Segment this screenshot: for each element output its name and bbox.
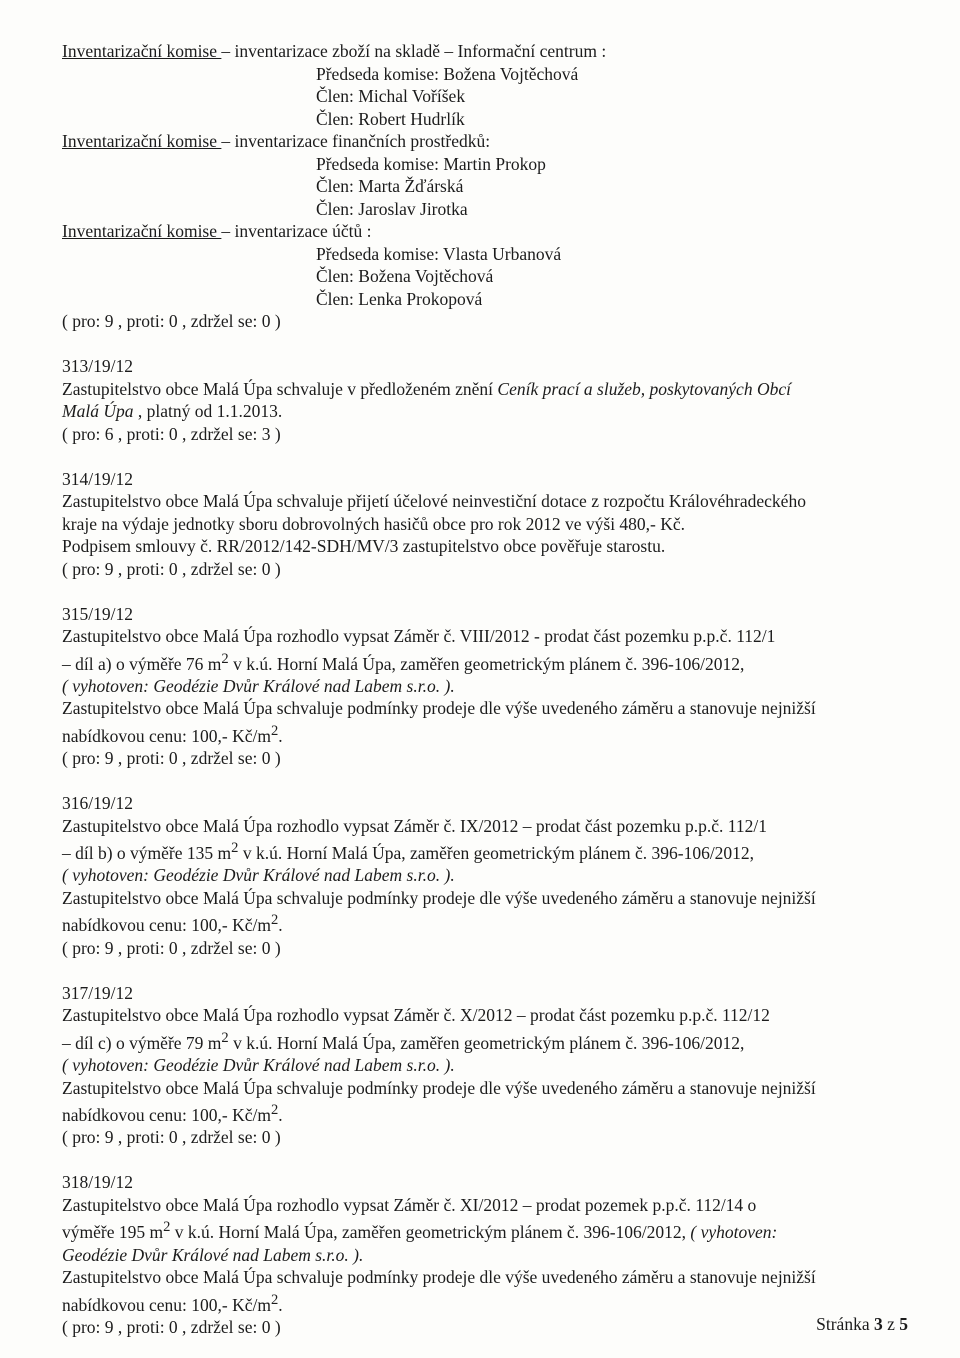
page-number-total: 5 — [899, 1314, 908, 1334]
resolution-text-italic: ( vyhotoven: Geodézie Dvůr Králové nad Labem s.r.o. ). — [62, 1055, 455, 1076]
vote-result: ( pro: 9 , proti: 0 , zdržel se: 0 ) — [62, 1317, 281, 1338]
resolution-text: Zastupitelstvo obce Malá Úpa rozhodlo vypsat Záměr č. XI/2012 – prodat pozemek p.p.č. 112/14 o — [62, 1194, 757, 1215]
committee-title-rest: – inventarizace účtů : — [221, 221, 372, 241]
committee-member: Předseda komise: Martin Prokop — [316, 153, 546, 174]
resolution-text: Zastupitelstvo obce Malá Úpa schvaluje přijetí účelové neinvestiční dotace z rozpočtu Královéhradeckého — [62, 491, 806, 511]
superscript: 2 — [221, 1029, 229, 1046]
resolution-text-italic: Ceník prací a služeb, poskytovaných Obcí — [497, 378, 791, 399]
resolution-text: Zastupitelstvo obce Malá Úpa schvaluje podmínky prodeje dle výše uvedeného záměru a stanovuje nejnižší — [62, 1077, 816, 1098]
resolution-text-part: nabídkovou cenu: 100,- Kč/m — [62, 1104, 271, 1125]
committee-title-link: Inventarizační komise — [62, 221, 222, 241]
page-number-current: 3 — [873, 1314, 883, 1334]
resolution-number: 317/19/12 — [62, 982, 133, 1003]
resolution-number: 316/19/12 — [62, 793, 133, 814]
committee-member: Člen: Jaroslav Jirotka — [316, 198, 468, 219]
resolution-number: 318/19/12 — [62, 1172, 133, 1193]
committee-member: Člen: Robert Hudrlík — [316, 108, 465, 129]
resolution-number: 314/19/12 — [62, 468, 133, 489]
superscript: 2 — [163, 1219, 171, 1236]
resolution-text-part: v k.ú. Horní Malá Úpa, zaměřen geometrickým plánem č. 396-106/2012, — [228, 653, 745, 674]
resolution-text-italic: ( vyhotoven: Geodézie Dvůr Králové nad Labem s.r.o. ). — [62, 865, 455, 886]
vote-result: ( pro: 6 , proti: 0 , zdržel se: 3 ) — [62, 423, 281, 444]
resolution-text-part: nabídkovou cenu: 100,- Kč/m — [62, 1294, 271, 1315]
resolution-text-part: v k.ú. Horní Malá Úpa, zaměřen geometrickým plánem č. 396-106/2012, — [228, 1032, 745, 1053]
resolution-text-part: nabídkovou cenu: 100,- Kč/m — [62, 915, 271, 936]
committee-member: Člen: Božena Vojtěchová — [316, 266, 494, 286]
resolution-text-italic: Geodézie Dvůr Králové nad Labem s.r.o. ). — [62, 1244, 364, 1265]
resolution-text-part: . — [278, 725, 283, 746]
committee-title-link: Inventarizační komise — [62, 41, 222, 61]
resolution-text — [62, 909, 908, 936]
resolution-text-part: v k.ú. Horní Malá Úpa, zaměřen geometrickým plánem č. 396-106/2012, — [170, 1222, 691, 1243]
resolution-text-part: v k.ú. Horní Malá Úpa, zaměřen geometrickým plánem č. 396-106/2012, — [238, 842, 755, 863]
resolution-text: Zastupitelstvo obce Malá Úpa schvaluje podmínky prodeje dle výše uvedeného záměru a stanovuje nejnižší — [62, 698, 816, 719]
superscript: 2 — [270, 1102, 279, 1119]
resolution-text: Zastupitelstvo obce Malá Úpa rozhodlo vypsat Záměr č. VIII/2012 - prodat část pozemku p.p.č. 112/1 — [62, 626, 776, 646]
resolution-text-part: , platný od 1.1.2013. — [133, 401, 283, 421]
resolution-text-part: výměře 195 m — [62, 1222, 164, 1243]
committee-member: Předseda komise: Vlasta Urbanová — [316, 243, 562, 264]
resolution-text-part: – díl c) o výměře 79 m — [62, 1032, 222, 1053]
resolution-text-part: . — [278, 1104, 283, 1125]
superscript: 2 — [231, 840, 239, 857]
resolution-text — [62, 1027, 908, 1054]
resolution-number: 313/19/12 — [62, 356, 133, 376]
resolution-text: Zastupitelstvo obce Malá Úpa schvaluje podmínky prodeje dle výše uvedeného záměru a stanovuje nejnižší — [62, 1267, 816, 1288]
resolution-text: Zastupitelstvo obce Malá Úpa schvaluje podmínky prodeje dle výše uvedeného záměru a stanovuje nejnižší — [62, 887, 816, 908]
vote-result: ( pro: 9 , proti: 0 , zdržel se: 0 ) — [62, 1127, 281, 1148]
committee-title — [62, 40, 908, 63]
resolution-text — [62, 1289, 908, 1316]
vote-result: ( pro: 9 , proti: 0 , zdržel se: 0 ) — [62, 748, 281, 769]
resolution-text — [62, 400, 908, 423]
vote-result: ( pro: 9 , proti: 0 , zdržel se: 0 ) — [62, 937, 281, 958]
resolution-text-part: – díl b) o výměře 135 m — [62, 842, 232, 863]
resolution-text-part: Zastupitelstvo obce Malá Úpa schvaluje v předloženém znění — [62, 378, 498, 399]
resolution-text: Zastupitelstvo obce Malá Úpa rozhodlo vypsat Záměr č. IX/2012 – prodat část pozemku p.p.č. 112/1 — [62, 815, 767, 836]
committee-title-rest: – inventarizace zboží na skladě – Informační centrum : — [221, 41, 607, 61]
committee-member: Člen: Lenka Prokopová — [316, 288, 483, 309]
committee-title-rest: – inventarizace finančních prostředků: — [221, 131, 491, 151]
resolution-text-italic: ( vyhotoven: — [690, 1222, 778, 1243]
committee-member: Člen: Marta Žďárská — [316, 176, 464, 196]
resolution-text — [62, 378, 908, 401]
page-number-prefix: Stránka — [816, 1314, 874, 1334]
resolution-text — [62, 837, 908, 864]
committee-member: Člen: Michal Voříšek — [316, 86, 466, 106]
resolution-text — [62, 1216, 908, 1243]
resolution-text: kraje na výdaje jednotky sboru dobrovolných hasičů obce pro rok 2012 ve výši 480,- Kč. — [62, 513, 686, 534]
superscript: 2 — [270, 912, 279, 929]
resolution-text — [62, 648, 908, 675]
committee-title — [62, 220, 908, 243]
resolution-text-italic: Malá Úpa — [62, 401, 134, 421]
superscript: 2 — [270, 1291, 279, 1308]
resolution-text — [62, 1099, 908, 1126]
committee-title — [62, 130, 908, 153]
committee-member: Předseda komise: Božena Vojtěchová — [316, 63, 579, 84]
committee-title-link: Inventarizační komise — [62, 131, 222, 151]
superscript: 2 — [221, 650, 229, 667]
resolution-text: Podpisem smlouvy č. RR/2012/142-SDH/MV/3 zastupitelstvo obce pověřuje starostu. — [62, 536, 666, 556]
resolution-text-part: . — [278, 1294, 283, 1315]
vote-result: ( pro: 9 , proti: 0 , zdržel se: 0 ) — [62, 558, 281, 579]
resolution-text-italic: ( vyhotoven: Geodézie Dvůr Králové nad Labem s.r.o. ). — [62, 675, 455, 696]
resolution-text — [62, 720, 908, 747]
page-number — [816, 1313, 908, 1336]
resolution-text: Zastupitelstvo obce Malá Úpa rozhodlo vypsat Záměr č. X/2012 – prodat část pozemku p.p.č. 112/12 — [62, 1005, 770, 1026]
document-page — [62, 40, 908, 1339]
resolution-text-part: – díl a) o výměře 76 m — [62, 653, 222, 674]
resolution-number: 315/19/12 — [62, 603, 133, 624]
superscript: 2 — [270, 722, 279, 739]
page-number-separator: z — [882, 1314, 900, 1334]
resolution-text-part: . — [278, 915, 283, 936]
vote-result: ( pro: 9 , proti: 0 , zdržel se: 0 ) — [62, 311, 281, 331]
resolution-text-part: nabídkovou cenu: 100,- Kč/m — [62, 725, 271, 746]
